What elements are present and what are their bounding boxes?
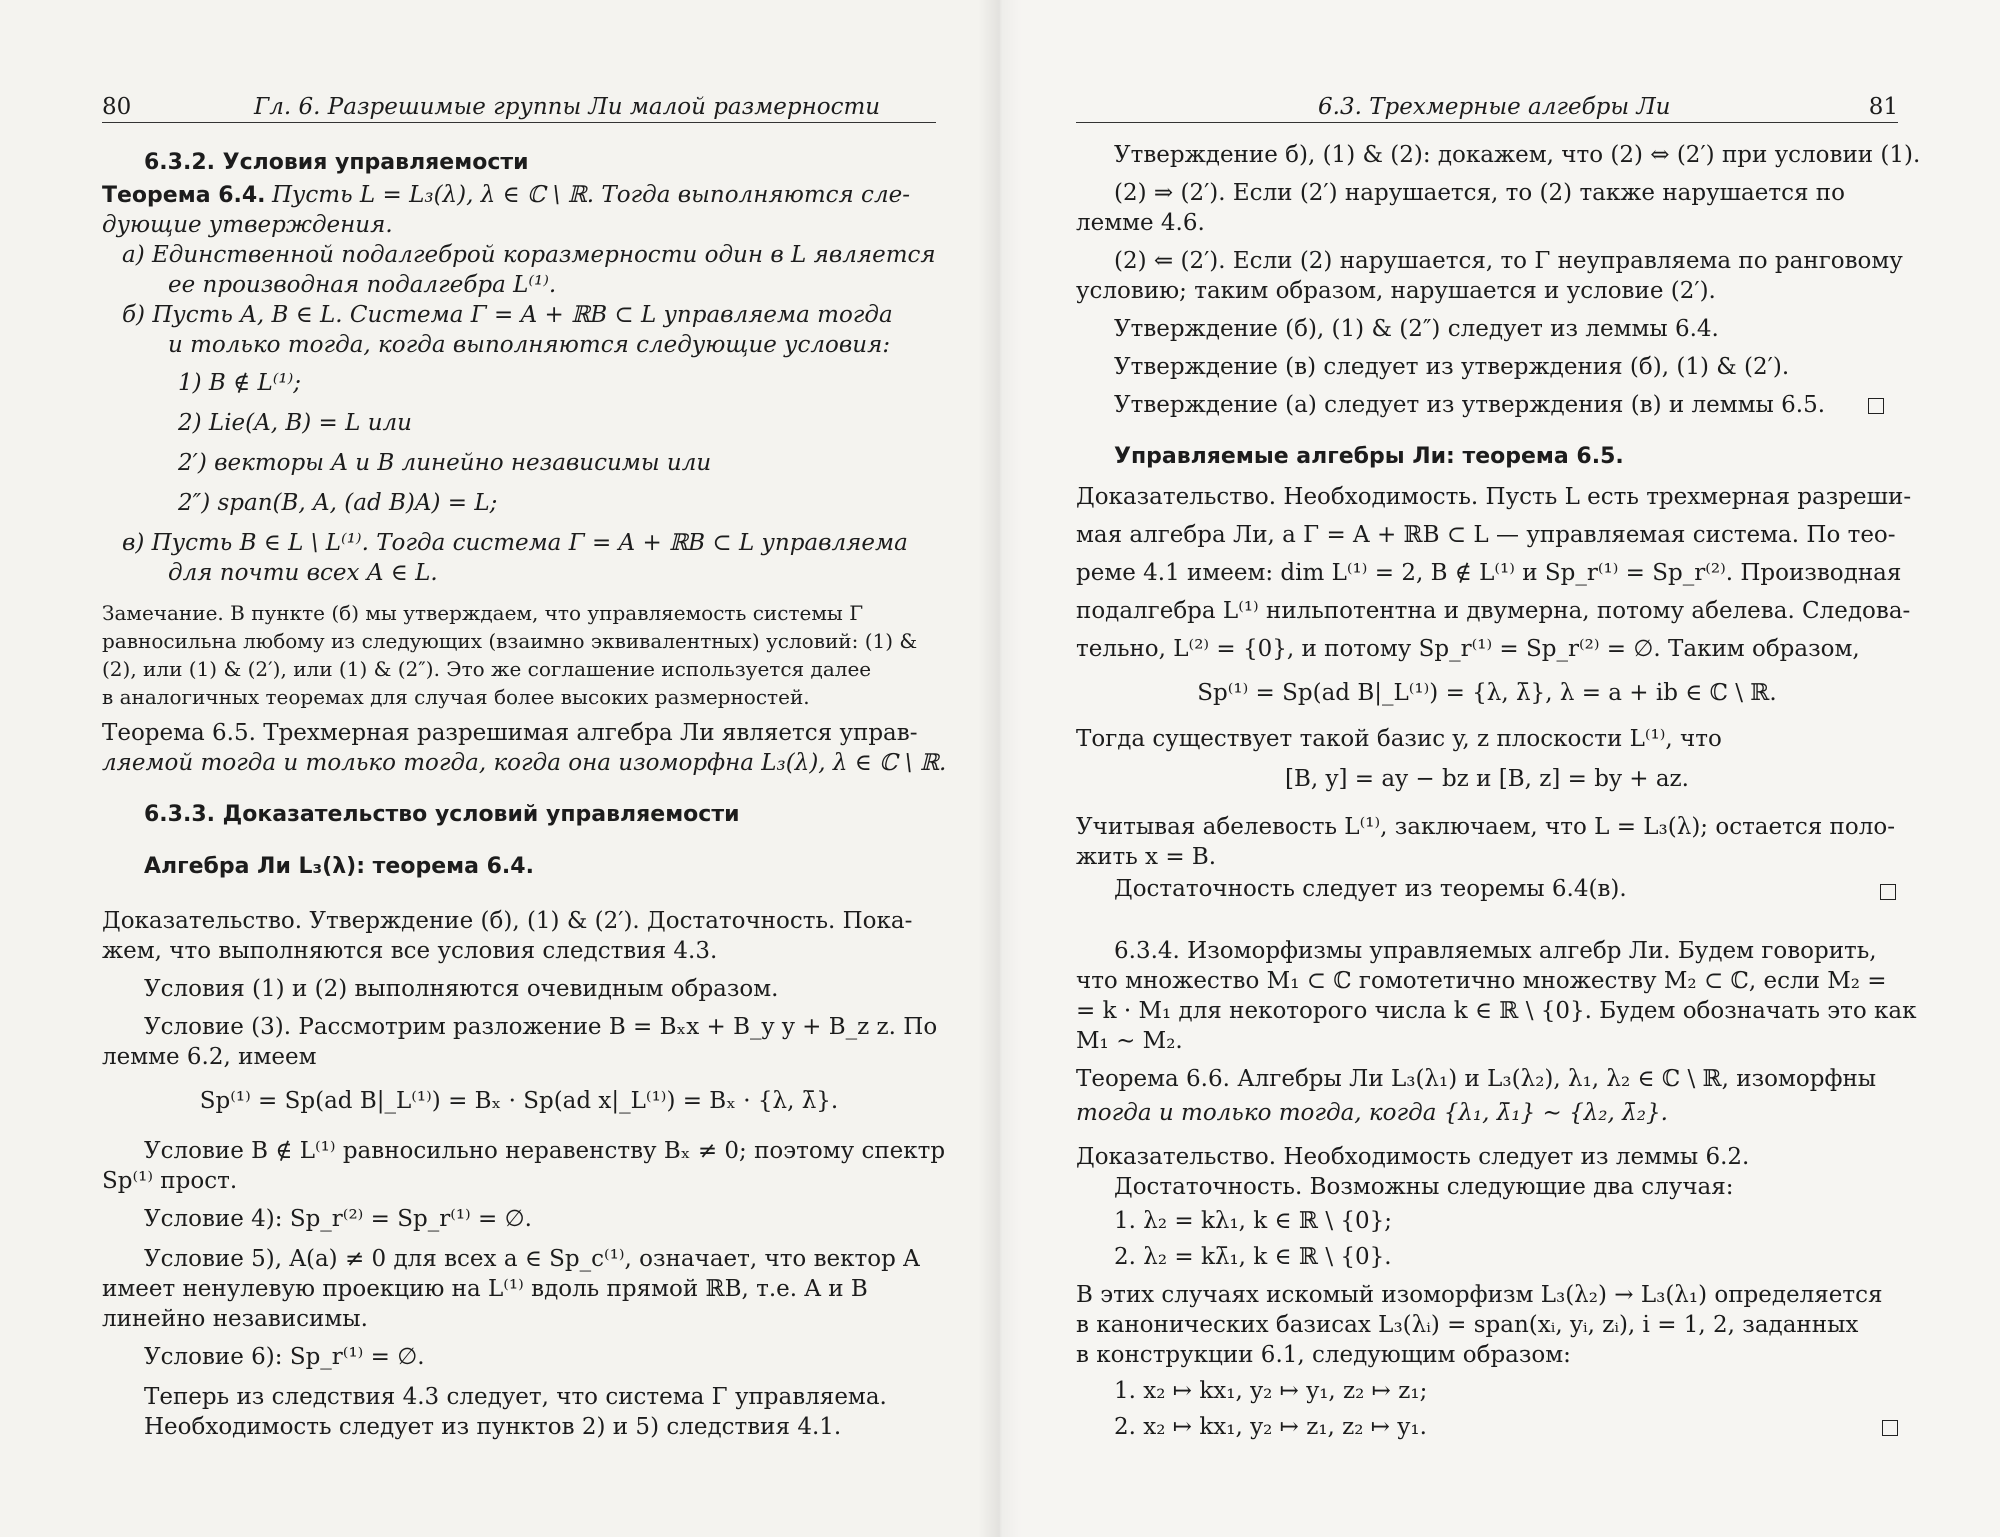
right-page-number: 81: [1868, 94, 1898, 120]
theorem-item: для почти всех A ∈ L.: [168, 560, 438, 586]
display-formula: [B, y] = ay − bz и [B, z] = by + az.: [1285, 766, 1689, 792]
proof-line: Достаточность. Возможны следующие два случая:: [1114, 1174, 1734, 1200]
subsection-heading: Алгебра Ли L₃(λ): теорема 6.4.: [144, 854, 534, 879]
section-heading: 6.3.3. Доказательство условий управляемости: [144, 802, 740, 827]
proof-line: Доказательство. Утверждение (б), (1) & (2′). Достаточность. Пока-: [102, 908, 913, 934]
proof-line: мая алгебра Ли, а Γ = A + ℝB ⊂ L — управляемая система. По тео-: [1076, 522, 1896, 548]
theorem-text: Пусть L = L₃(λ), λ ∈ ℂ \ ℝ. Тогда выполняются сле-: [272, 182, 910, 208]
qed-square-icon: [1880, 884, 1896, 900]
proof-line: в канонических базисах L₃(λᵢ) = span(xᵢ, yᵢ, zᵢ), i = 1, 2, заданных: [1076, 1312, 1859, 1338]
list-item: 1. λ₂ = kλ₁, k ∈ ℝ \ {0};: [1114, 1208, 1393, 1234]
proof-line: Теперь из следствия 4.3 следует, что система Γ управляема.: [144, 1384, 887, 1410]
condition-item: 2′) векторы A и B линейно независимы или: [178, 450, 712, 476]
list-item: 1. x₂ ↦ kx₁, y₂ ↦ y₁, z₂ ↦ z₁;: [1114, 1378, 1428, 1404]
proof-line: жем, что выполняются все условия следствия 4.3.: [102, 938, 718, 964]
qed-square-icon: [1868, 398, 1884, 414]
theorem-6-6: Теорема 6.6. Алгебры Ли L₃(λ₁) и L₃(λ₂), λ₁, λ₂ ∈ ℂ \ ℝ, изоморфны: [1076, 1066, 1877, 1092]
remark-line: Замечание. В пункте (б) мы утверждаем, что управляемость системы Γ: [102, 601, 864, 625]
proof-line: линейно независимы.: [102, 1306, 368, 1332]
theorem-item: б) Пусть A, B ∈ L. Система Γ = A + ℝB ⊂ L управляема тогда: [122, 302, 893, 328]
proof-line: Условие 5), A(a) ≠ 0 для всех a ∈ Sp_c⁽¹⁾, означает, что вектор A: [144, 1246, 920, 1272]
theorem-item: в) Пусть B ∈ L \ L⁽¹⁾. Тогда система Γ = A + ℝB ⊂ L управляема: [122, 530, 908, 556]
proof-line: лемме 6.2, имеем: [102, 1044, 317, 1070]
theorem-item: а) Единственной подалгеброй коразмерности один в L является: [122, 242, 936, 268]
theorem-text: ляемой тогда и только тогда, когда она изоморфна L₃(λ), λ ∈ ℂ \ ℝ.: [102, 750, 947, 776]
remark-line: (2), или (1) & (2′), или (1) & (2″). Это же соглашение используется далее: [102, 657, 872, 681]
proof-line: Достаточность следует из теоремы 6.4(в).: [1114, 876, 1627, 902]
proof-line: Условие 6): Sp_r⁽¹⁾ = ∅.: [144, 1344, 425, 1370]
display-formula: Sp⁽¹⁾ = Sp(ad B|_L⁽¹⁾) = Bₓ · Sp(ad x|_L⁽¹⁾) = Bₓ · {λ, λ̄}.: [199, 1088, 839, 1114]
proof-line: лемме 4.6.: [1076, 210, 1205, 236]
subsection-heading: Управляемые алгебры Ли: теорема 6.5.: [1114, 444, 1624, 469]
display-formula: Sp⁽¹⁾ = Sp(ad B|_L⁽¹⁾) = {λ, λ̄}, λ = a + ib ∈ ℂ \ ℝ.: [1197, 680, 1777, 706]
theorem-item: ее производная подалгебра L⁽¹⁾.: [168, 272, 557, 298]
proof-line: имеет ненулевую проекцию на L⁽¹⁾ вдоль прямой ℝB, т.е. A и B: [102, 1276, 868, 1302]
proof-line: Sp⁽¹⁾ прост.: [102, 1168, 238, 1194]
book-gutter: [978, 0, 1022, 1537]
remark-line: равносильна любому из следующих (взаимно эквивалентных) условий: (1) &: [102, 629, 918, 653]
remark-line: в аналогичных теоремах для случая более высоких размерностей.: [102, 685, 810, 709]
proof-line: = k · M₁ для некоторого числа k ∈ ℝ \ {0}. Будем обозначать это как: [1076, 998, 1917, 1024]
list-item: 2. x₂ ↦ kx₁, y₂ ↦ z₁, z₂ ↦ y₁.: [1114, 1414, 1427, 1440]
condition-item: 2) Lie(A, B) = L или: [178, 410, 412, 436]
proof-line: Утверждение (б), (1) & (2″) следует из леммы 6.4.: [1114, 316, 1719, 342]
right-page: [1000, 0, 2000, 1537]
proof-line: что множество M₁ ⊂ ℂ гомотетично множеству M₂ ⊂ ℂ, если M₂ =: [1076, 968, 1887, 994]
proof-line: Условия (1) и (2) выполняются очевидным образом.: [144, 976, 779, 1002]
theorem-label: Теорема 6.4.: [102, 183, 266, 208]
proof-line: условию; таким образом, нарушается и условие (2′).: [1076, 278, 1716, 304]
proof-line: Условие 4): Sp_r⁽²⁾ = Sp_r⁽¹⁾ = ∅.: [144, 1206, 532, 1232]
proof-line: (2) ⇐ (2′). Если (2) нарушается, то Γ неуправляема по ранговому: [1114, 248, 1903, 274]
right-running-header: [1076, 88, 1898, 123]
proof-line: подалгебра L⁽¹⁾ нильпотентна и двумерна, потому абелева. Следова-: [1076, 598, 1911, 624]
proof-line: Учитывая абелевость L⁽¹⁾, заключаем, что L = L₃(λ); остается поло-: [1076, 814, 1895, 840]
proof-line: Тогда существует такой базис y, z плоскости L⁽¹⁾, что: [1076, 726, 1722, 752]
theorem-6-5: Теорема 6.5. Трехмерная разрешимая алгебра Ли является управ-: [102, 720, 918, 746]
theorem-text: дующие утверждения.: [102, 212, 393, 238]
condition-item: 2″) span(B, A, (ad B)A) = L;: [178, 490, 498, 516]
proof-line: Утверждение (а) следует из утверждения (в) и леммы 6.5.: [1114, 392, 1826, 418]
proof-line: В этих случаях искомый изоморфизм L₃(λ₂) → L₃(λ₁) определяется: [1076, 1282, 1883, 1308]
right-running-title: 6.3. Трехмерные алгебры Ли: [1318, 94, 1671, 120]
left-running-title: Гл. 6. Разрешимые группы Ли малой размерности: [254, 94, 881, 120]
section-heading: 6.3.2. Условия управляемости: [144, 150, 529, 175]
proof-line: Утверждение (в) следует из утверждения (б), (1) & (2′).: [1114, 354, 1790, 380]
proof-line: жить x = B.: [1076, 844, 1217, 870]
theorem-text: тогда и только тогда, когда {λ₁, λ̄₁} ∼ {λ₂, λ̄₂}.: [1076, 1100, 1668, 1126]
proof-line: M₁ ∼ M₂.: [1076, 1028, 1183, 1054]
proof-line: тельно, L⁽²⁾ = {0}, и потому Sp_r⁽¹⁾ = Sp_r⁽²⁾ = ∅. Таким образом,: [1076, 636, 1860, 662]
list-item: 2. λ₂ = kλ̄₁, k ∈ ℝ \ {0}.: [1114, 1244, 1392, 1270]
qed-square-icon: [1882, 1420, 1898, 1436]
left-running-header: [102, 88, 936, 123]
proof-line: в конструкции 6.1, следующим образом:: [1076, 1342, 1571, 1368]
proof-line: Условие (3). Рассмотрим разложение B = Bₓx + B_y y + B_z z. По: [144, 1014, 938, 1040]
condition-item: 1) B ∉ L⁽¹⁾;: [178, 370, 302, 396]
proof-line: (2) ⇒ (2′). Если (2′) нарушается, то (2) также нарушается по: [1114, 180, 1845, 206]
proof-line: Условие B ∉ L⁽¹⁾ равносильно неравенству Bₓ ≠ 0; поэтому спектр: [144, 1138, 946, 1164]
proof-line: реме 4.1 имеем: dim L⁽¹⁾ = 2, B ∉ L⁽¹⁾ и Sp_r⁽¹⁾ = Sp_r⁽²⁾. Производная: [1076, 560, 1902, 586]
section-634-line: 6.3.4. Изоморфизмы управляемых алгебр Ли. Будем говорить,: [1114, 938, 1877, 964]
proof-line: Доказательство. Необходимость следует из леммы 6.2.: [1076, 1144, 1750, 1170]
proof-line: Доказательство. Необходимость. Пусть L есть трехмерная разреши-: [1076, 484, 1912, 510]
left-page-number: 80: [102, 94, 132, 120]
proof-line: Утверждение б), (1) & (2): докажем, что (2) ⇔ (2′) при условии (1).: [1114, 142, 1921, 168]
proof-line: Необходимость следует из пунктов 2) и 5) следствия 4.1.: [144, 1414, 842, 1440]
theorem-item: и только тогда, когда выполняются следующие условия:: [168, 332, 891, 358]
